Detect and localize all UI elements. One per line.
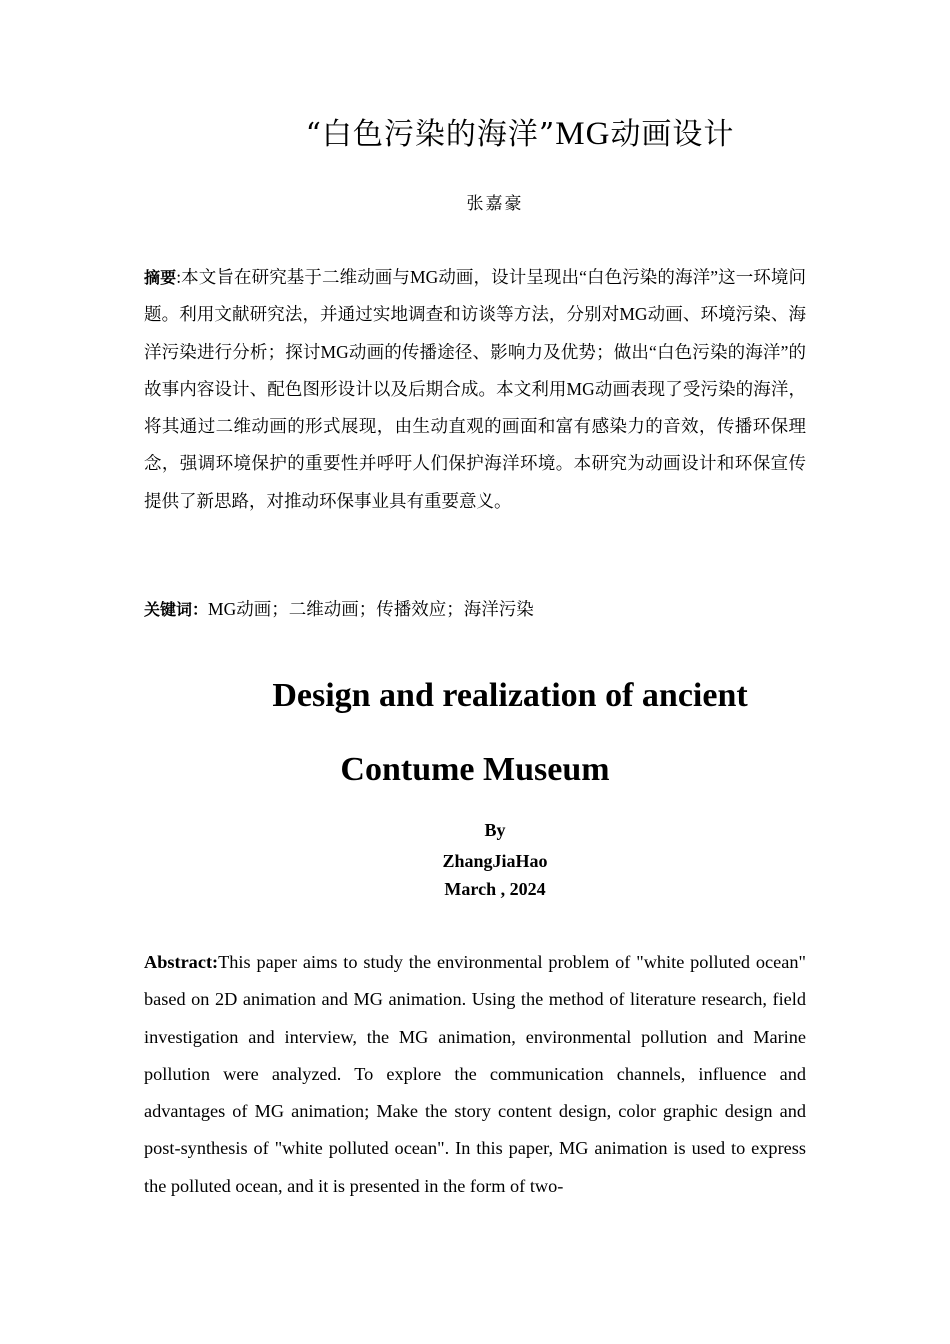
english-title-line-1: Design and realization of ancient [272, 677, 748, 714]
english-abstract [144, 944, 806, 1205]
english-abstract-label: Abstract: [144, 952, 219, 972]
english-abstract-text: This paper aims to study the environmental problem of "white polluted ocean" based on 2D animation and MG animation. Using the method of literature research, field investigation and interview, the MG animation, environmental pollution and Marine pollution were analyzed. To explore the communication channels, influence and advantages of MG animation; Make the story content design, color graphic design and post-synthesis of "white polluted ocean". In this paper, MG animation is used to express the polluted ocean, and it is presented in the form of two- [144, 952, 806, 1196]
chinese-title [0, 112, 950, 157]
chinese-keywords-label: 关键词： [144, 600, 209, 619]
chinese-abstract-label: 摘要 [144, 268, 177, 287]
chinese-keywords-text: MG动画；二维动画；传播效应；海洋污染 [208, 599, 534, 619]
english-date: March , 2024 [444, 879, 546, 899]
chinese-abstract-text: :本文旨在研究基于二维动画与MG动画，设计呈现出“白色污染的海洋”这一环境问题。利用文献研究法，并通过实地调查和访谈等方法，分别对MG动画、环境污染、海洋污染进行分析；探讨MG动画的传播途径、影响力及优势；做出“白色污染的海洋”的故事内容设计、配色图形设计以及后期合成。本文利用MG动画表现了受污染的海洋，将其通过二维动画的形式展现，由生动直观的画面和富有感染力的音效，传播环保理念，强调环境保护的重要性并呼吁人们保护海洋环境。本研究为动画设计和环保宣传提供了新思路，对推动环保事业具有重要意义。 [144, 267, 806, 511]
chinese-keywords [144, 592, 806, 627]
english-by: By [484, 820, 506, 840]
chinese-title-rest: 动画设计 [610, 117, 735, 152]
chinese-title-quoted: “白色污染的海洋” [305, 117, 556, 152]
chinese-author: 张嘉豪 [466, 194, 524, 214]
english-author: ZhangJiaHao [442, 851, 548, 871]
chinese-title-latin: MG [555, 116, 611, 152]
english-title-line-2: Contume Museum [340, 751, 610, 788]
chinese-abstract [144, 259, 806, 520]
